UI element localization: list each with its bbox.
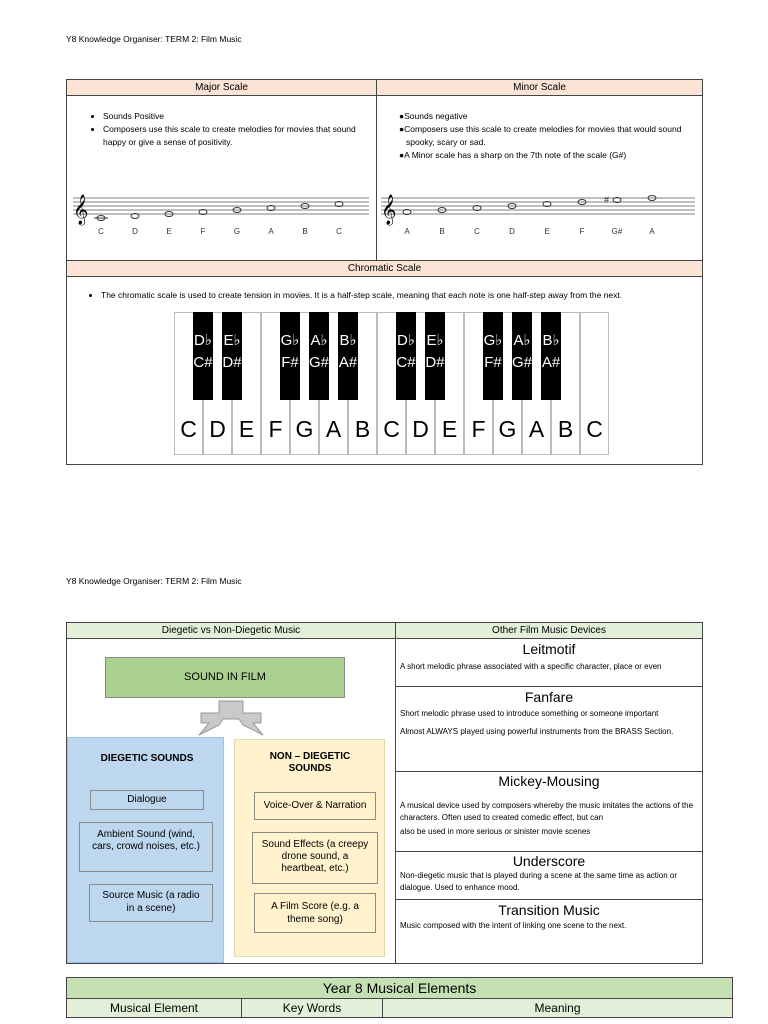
elements-col-header: Key Words [241,998,383,1018]
piano-keyboard [174,312,612,455]
diegetic-item: Ambient Sound (wind, cars, crowd noises, etc.) [79,822,213,872]
black-key [396,312,416,400]
note-label: C [336,227,342,236]
diegetic-title: DIEGETIC SOUNDS [100,753,194,764]
black-key [193,312,213,400]
white-key-label: C [586,416,603,442]
white-key-label: D [412,416,429,442]
white-key-label: F [471,416,486,442]
black-key-sharp: F# [484,354,502,371]
note-label: A [649,227,655,236]
page-header: Y8 Knowledge Organiser: TERM 2: Film Music [66,34,242,44]
black-key [338,312,358,400]
minor-bullet: A Minor scale has a sharp on the 7th note of the scale (G#) [404,150,627,160]
note-label: F [200,227,206,236]
black-key-flat: B♭ [339,332,357,349]
minor-bullet: Composers use this scale to create melodies for movies that would sound spooky, scary or sad. [404,124,682,147]
black-key-flat: A♭ [513,332,531,349]
device-text: Almost ALWAYS played using powerful instruments from the BRASS Section. [400,727,674,736]
white-key-label: C [180,416,197,442]
device-text: also be used in more serious or sinister movie scenes [400,827,591,836]
treble-clef-icon: 𝄞 [381,195,397,225]
non-diegetic-item: Voice-Over & Narration [254,792,376,820]
note-label: C [98,227,104,236]
white-key-label: E [238,416,255,442]
black-key [309,312,329,400]
devices-list [395,638,703,964]
black-key-flat: B♭ [542,332,560,349]
device-text: A short melodic phrase associated with a specific character, place or even [400,662,662,671]
note-label: G# [611,227,623,236]
minor-bullet: Sounds negative [404,111,468,121]
black-key-sharp: G# [512,354,533,371]
device-underscore [395,851,703,900]
black-key [483,312,503,400]
black-key-sharp: A# [541,354,561,371]
diegetic-header: Diegetic vs Non-Diegetic Music [66,622,396,639]
minor-scale-cell: ●Sounds negative ●Composers use this scale to create melodies for movies that would sound spooky, scary or sad. ●A Minor scale has a sharp on the 7th note of the scale (G#) 𝄞 # A B C D E F G# A [376,95,703,261]
note-label: E [544,227,550,236]
chromatic-scale-header: Chromatic Scale [66,260,703,277]
elements-title: Year 8 Musical Elements [66,977,733,999]
device-transition-music [395,899,703,964]
black-key-sharp: G# [309,354,330,371]
black-key-flat: D♭ [397,332,415,349]
white-key-label: A [528,416,545,442]
elements-col-header: Meaning [382,998,733,1018]
white-key-label: F [268,416,283,442]
device-title: Leitmotif [522,641,576,657]
device-text: Music composed with the intent of linking one scene to the next. [400,921,627,930]
chromatic-bullet: • The chromatic scale is used to create tension in movies. It is a half-step scale, meaning that each note is one half-step away from the next. [101,289,702,302]
diegetic-item: Source Music (a radio in a scene) [89,884,213,922]
device-title: Mickey-Mousing [498,773,600,789]
black-key-sharp: C# [396,354,416,371]
device-mickey-mousing [395,771,703,852]
device-title: Fanfare [524,689,574,705]
note-label: D [509,227,515,236]
white-key-label: A [325,416,342,442]
non-diegetic-sounds-box [234,739,385,957]
white-key-label: E [441,416,458,442]
device-text: A musical device used by composers whereby the music imitates the actions of the characters. Often used to created comedic effect, but can [400,801,694,822]
note-label: F [579,227,585,236]
sound-in-film-box: SOUND IN FILM [105,657,345,698]
black-key-sharp: D# [425,354,445,371]
black-key-flat: D♭ [194,332,212,349]
split-arrow-icon [191,699,271,737]
treble-clef-icon: 𝄞 [73,195,89,225]
device-leitmotif [395,638,703,687]
black-key-sharp: C# [193,354,213,371]
white-key [580,312,609,455]
device-title: Underscore [512,853,586,869]
diegetic-cell [66,638,396,964]
note-label: G [233,227,241,236]
non-diegetic-item: A Film Score (e.g. a theme song) [254,893,376,933]
white-key-label: D [209,416,226,442]
device-text: Short melodic phrase used to introduce something or someone important [400,709,659,718]
black-key [425,312,445,400]
page-header: Y8 Knowledge Organiser: TERM 2: Film Music [66,576,242,586]
non-diegetic-item: Sound Effects (a creepy drone sound, a heartbeat, etc.) [252,832,378,884]
major-scale-cell [66,95,377,261]
black-key-flat: A♭ [310,332,328,349]
major-bullet: • Composers use this scale to create melodies for movies that sound happy or give a sense of positivity. [103,123,376,149]
device-title: Transition Music [498,902,600,918]
black-key-sharp: F# [281,354,299,371]
note-label: A [404,227,410,236]
device-text: Non-diegetic music that is played during a scene at the same time as action or dialogue. Used to enhance mood. [400,871,678,892]
black-key-flat: G♭ [280,332,300,349]
white-key-label: B [354,416,371,442]
non-diegetic-title: NON – DIEGETIC SOUNDS [269,751,351,774]
device-fanfare [395,686,703,772]
black-key [222,312,242,400]
black-key [280,312,300,400]
black-key-flat: E♭ [223,332,241,349]
elements-col-header: Musical Element [66,998,242,1018]
note-label: D [132,227,138,236]
minor-staff [379,194,699,240]
major-bullet: • Sounds Positive [103,110,376,123]
note-label: B [439,227,445,236]
note-label: E [166,227,172,236]
white-key-label: G [498,416,517,442]
black-key-flat: E♭ [426,332,444,349]
black-key-sharp: A# [338,354,358,371]
note-label: B [302,227,308,236]
minor-scale-header: Minor Scale [376,79,703,96]
white-key-label: C [383,416,400,442]
diegetic-item: Dialogue [90,790,204,810]
black-key [541,312,561,400]
major-staff [71,194,371,240]
white-key-label: G [295,416,314,442]
note-label: C [474,227,480,236]
white-key-label: B [557,416,574,442]
devices-header: Other Film Music Devices [395,622,703,639]
black-key [512,312,532,400]
sharp-sign: # [604,195,610,205]
major-scale-header: Major Scale [66,79,377,96]
black-key-sharp: D# [222,354,242,371]
black-key-flat: G♭ [483,332,503,349]
note-label: A [268,227,274,236]
diegetic-sounds-box [67,737,224,963]
